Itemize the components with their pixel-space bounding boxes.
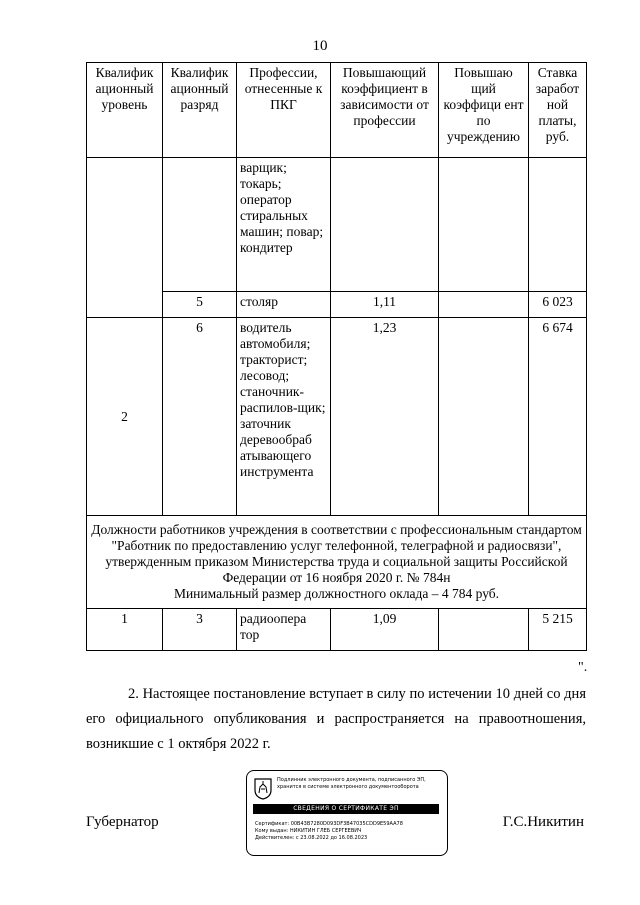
header-coef-profession: Повышающий коэффициент в зависимости от профессии <box>331 63 439 158</box>
cell-profession: столяр <box>237 292 331 318</box>
resolution-paragraph: 2. Настоящее постановление вступает в силу по истечении 10 дней со дня его официального опубликования и распространяется на правоотношения, возникшие с 1 октября 2022 г. <box>86 686 586 752</box>
section-min-salary: Минимальный размер должностного оклада – 4 784 руб. <box>173 586 500 601</box>
cell-grade: 3 <box>163 609 237 651</box>
cell-coef-profession <box>331 158 439 292</box>
cell-rate: 5 215 <box>529 609 587 651</box>
stamp-certificate: Сертификат: 00B43B7280D093DF3B47035CDD9E59AA78 <box>255 821 403 827</box>
signer-title: Губернатор <box>86 814 159 830</box>
cell-rate: 6 023 <box>529 292 587 318</box>
table-row <box>87 609 587 651</box>
cell-grade <box>163 158 237 292</box>
section-note-cell <box>87 516 587 609</box>
page-number: 10 <box>312 38 328 54</box>
cell-coef-profession: 1,23 <box>331 318 439 516</box>
header-profession: Профессии, отнесенные к ПКГ <box>237 63 331 158</box>
stamp-issued-to: Кому выдан: НИКИТИН ГЛЕБ СЕРГЕЕВИЧ <box>255 828 362 834</box>
stamp-header: СВЕДЕНИЯ О СЕРТИФИКАТЕ ЭП <box>253 804 439 814</box>
cell-coef-institution <box>439 158 529 292</box>
cell-coef-profession: 1,09 <box>331 609 439 651</box>
cell-coef-institution <box>439 609 529 651</box>
salary-table <box>86 62 587 651</box>
stamp-details <box>255 821 441 842</box>
cell-level <box>87 158 163 318</box>
cell-profession: варщик; токарь; оператор стиральных машин; повар; кондитер <box>237 158 331 292</box>
section-note: Должности работников учреждения в соответствии с профессиональным стандартом "Работник по предоставлению услуг телефонной, телеграфной и радиосвязи", утвержденным приказом Министерства труда и социальной защиты Российской Федерации от 16 ноября 2020 г. № 784н <box>91 522 582 585</box>
header-rate: Ставка заработ ной платы, руб. <box>529 63 587 158</box>
digital-signature-stamp <box>246 770 448 856</box>
stamp-top-text: Подлинник электронного документа, подписанного ЭП, хранится в системе электронного документооборота <box>277 777 426 790</box>
stamp-valid: Действителен: с 23.08.2022 до 16.08.2023 <box>255 835 368 841</box>
cell-rate: 6 674 <box>529 318 587 516</box>
cell-coef-institution <box>439 318 529 516</box>
cell-level: 2 <box>87 318 163 516</box>
table-row <box>87 158 587 292</box>
table-header-row <box>87 63 587 158</box>
coat-of-arms-icon <box>254 778 272 800</box>
cell-grade: 5 <box>163 292 237 318</box>
table-row <box>87 318 587 516</box>
signer-name: Г.С.Никитин <box>502 814 584 830</box>
cell-grade: 6 <box>163 318 237 516</box>
closing-quote: ". <box>578 660 588 675</box>
section-note-row <box>87 516 587 609</box>
cell-level: 1 <box>87 609 163 651</box>
cell-coef-institution <box>439 292 529 318</box>
cell-coef-profession: 1,11 <box>331 292 439 318</box>
cell-profession: радиоопера тор <box>237 609 331 651</box>
cell-rate <box>529 158 587 292</box>
header-level: Квалифик ационный уровень <box>87 63 163 158</box>
cell-profession: водитель автомобиля; тракторист; лесовод; станочник-распилов-щик; заточник деревообраб атывающего инструмента <box>237 318 331 516</box>
header-coef-institution: Повышаю щий коэффици ент по учреждению <box>439 63 529 158</box>
header-grade: Квалифик ационный разряд <box>163 63 237 158</box>
